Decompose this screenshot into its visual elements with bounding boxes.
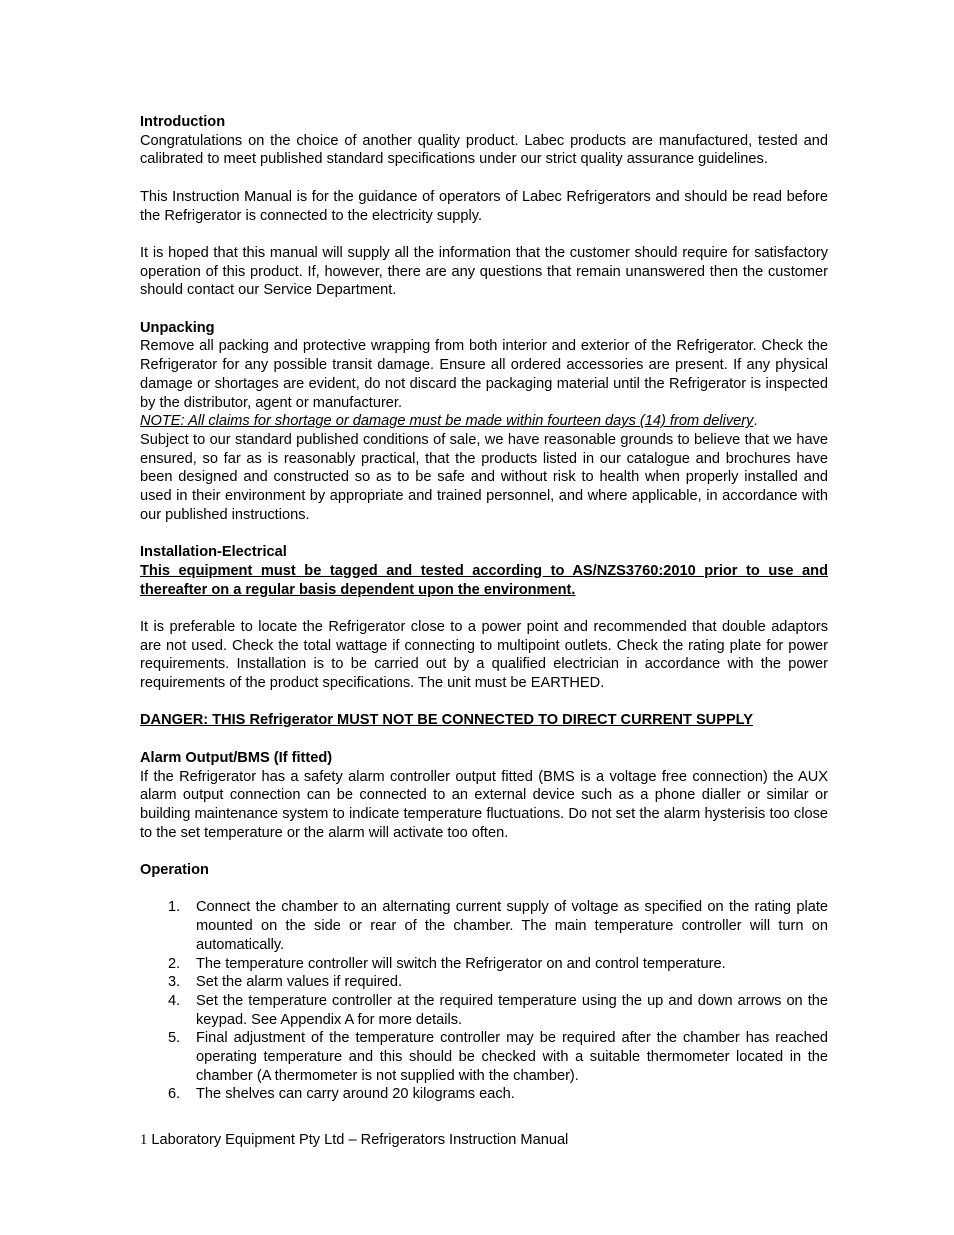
unpacking-heading: Unpacking [140, 319, 215, 336]
installation-paragraph-1: It is preferable to locate the Refrigerator close to a power point and recommended that double adaptors are not used. Check the total wattage if connecting to multipoint outlets. Check the rating plate for power requirements. Installation is to be carried out by a qualified electrician in accordance with the power requirements of the product specifications. The unit must be EARTHED. [140, 618, 828, 692]
danger-warning: DANGER: THIS Refrigerator MUST NOT BE CONNECTED TO DIRECT CURRENT SUPPLY [140, 712, 753, 729]
step-text: The shelves can carry around 20 kilograms each. [196, 1086, 515, 1103]
list-item [140, 898, 828, 954]
operation-section [140, 861, 828, 1104]
step-text: Final adjustment of the temperature controller may be required after the chamber has reached operating temperature and this should be checked with a suitable thermometer located in the chamber (A thermometer is not supplied with the chamber). [196, 1030, 828, 1084]
introduction-section [140, 113, 828, 300]
installation-section [140, 543, 828, 730]
step-number: 3. [168, 974, 181, 991]
step-number: 6. [168, 1086, 181, 1103]
introduction-paragraph-3: It is hoped that this manual will supply all the information that the customer should require for satisfactory operation of this product. If, however, there are any questions that remain unanswered then the customer should contact our Service Department. [140, 244, 828, 299]
unpacking-paragraph-1: Remove all packing and protective wrapping from both interior and exterior of the Refrigerator. Check the Refrigerator for any possible transit damage. Ensure all ordered accessories are present. If any physical damage or shortages are evident, do not discard the packaging material until the Refrigerator is inspected by the distributor, agent or manufacturer. [140, 338, 828, 411]
step-text: The temperature controller will switch the Refrigerator on and control temperature. [196, 955, 726, 972]
delivery-claims-note: NOTE: All claims for shortage or damage must be made within fourteen days (14) from delivery [140, 413, 754, 430]
introduction-paragraph-2: This Instruction Manual is for the guidance of operators of Labec Refrigerators and should be read before the Refrigerator is connected to the electricity supply. [140, 188, 828, 224]
step-text: Set the alarm values if required. [196, 974, 403, 991]
list-item [140, 992, 828, 1029]
step-text: Connect the chamber to an alternating current supply of voltage as specified on the rating plate mounted on the side or rear of the chamber. The main temperature controller will turn on automatically. [196, 899, 828, 953]
list-item [140, 973, 828, 992]
page-footer [140, 1131, 568, 1150]
unpacking-paragraph-2: Subject to our standard published conditions of sale, we have reasonable grounds to believe that we have ensured, so far as is reasonably practical, that the products listed in our catalogue and brochures have been designed and constructed so as to be safe and without risk to health when properly installed and used in their environment by appropriate and trained personnel, and where applicable, in accordance with our published instructions. [140, 431, 828, 523]
operation-steps-list [140, 898, 828, 1104]
step-number: 5. [168, 1030, 181, 1047]
manual-page [140, 113, 828, 1104]
alarm-section [140, 749, 828, 843]
list-item [140, 1029, 828, 1085]
introduction-paragraph-1: Congratulations on the choice of another quality product. Labec products are manufactured, tested and calibrated to meet published standard specifications under our strict quality assurance guidelines. [140, 132, 828, 168]
operation-heading: Operation [140, 862, 209, 878]
installation-heading: Installation-Electrical [140, 544, 287, 561]
step-number: 4. [168, 992, 181, 1009]
list-item [140, 1085, 828, 1104]
page-number: 1 [140, 1132, 148, 1148]
testing-notice: This equipment must be tagged and tested according to AS/NZS3760:2010 prior to use and thereafter on a regular basis dependent upon the environment. [140, 562, 828, 598]
footer-text: Laboratory Equipment Pty Ltd – Refrigerators Instruction Manual [147, 1132, 569, 1148]
unpacking-section [140, 319, 828, 525]
unpacking-note [140, 412, 828, 431]
step-number: 2. [168, 955, 181, 972]
introduction-heading: Introduction [140, 114, 226, 130]
alarm-paragraph-1: If the Refrigerator has a safety alarm controller output fitted (BMS is a voltage free connection) the AUX alarm output connection can be connected to an external device such as a phone dialler or similar or building maintenance system to indicate temperature fluctuations. Do not set the alarm hysterisis too close to the set temperature or the alarm will activate too often. [140, 768, 828, 841]
step-number: 1. [168, 899, 181, 916]
note-period: . [753, 413, 758, 430]
list-item [140, 955, 828, 974]
alarm-heading: Alarm Output/BMS (If fitted) [140, 749, 333, 766]
step-text: Set the temperature controller at the required temperature using the up and down arrows on the keypad. See Appendix A for more details. [196, 992, 828, 1028]
